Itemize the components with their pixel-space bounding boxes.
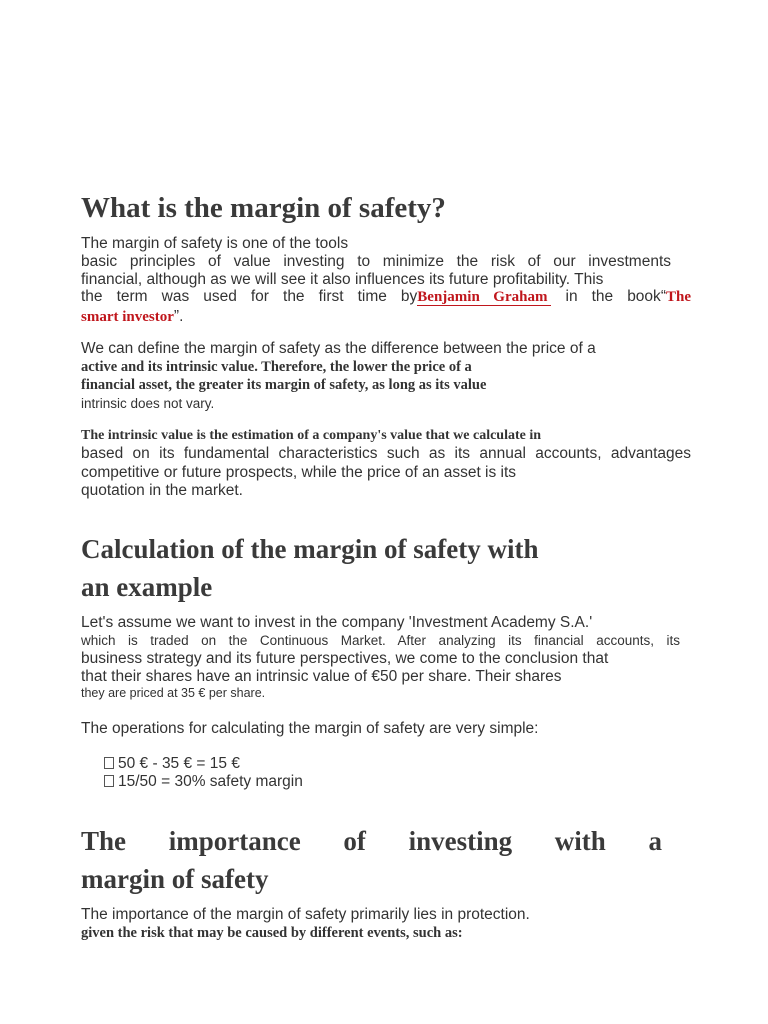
text-span: ”. <box>173 308 184 325</box>
paragraph-line: quotation in the market. <box>81 482 243 499</box>
list-item-text: 50 € - 35 € = 15 € <box>118 755 240 772</box>
paragraph-line: based on its fundamental characteristics such as its annual accounts, advantages <box>81 445 691 462</box>
text-span: “The <box>660 288 691 305</box>
heading-what-is-margin-of-safety: What is the margin of safety? <box>81 192 446 224</box>
paragraph-line-with-link <box>81 288 691 306</box>
paragraph-line <box>81 308 183 326</box>
list-item <box>104 773 303 791</box>
paragraph-line: which is traded on the Continuous Market. After analyzing its financial accounts, its <box>81 633 680 648</box>
paragraph-line: basic principles of value investing to minimize the risk of our investments <box>81 253 671 270</box>
paragraph-line: business strategy and its future perspectives, we come to the conclusion that <box>81 650 609 667</box>
paragraph-line: intrinsic does not vary. <box>81 396 215 411</box>
heading-calculation-example-cont: an example <box>81 572 213 602</box>
text-span: the term was used for the first time by <box>81 288 418 305</box>
paragraph-line: The intrinsic value is the estimation of a company's value that we calculate in <box>81 428 542 443</box>
paragraph-line: financial, although as we will see it also influences its future profitability. This <box>81 271 604 288</box>
paragraph-line: The margin of safety is one of the tools <box>81 235 349 252</box>
paragraph-line: financial asset, the greater its margin of safety, as long as its value <box>81 377 487 393</box>
paragraph-line: given the risk that may be caused by different events, such as: <box>81 925 463 941</box>
benjamin-graham-link[interactable]: Benjamin Graham <box>417 289 551 306</box>
paragraph-line: that their shares have an intrinsic value of €50 per share. Their shares <box>81 668 562 685</box>
list-item-text: 15/50 = 30% safety margin <box>118 773 303 790</box>
text-span: in the book <box>565 288 661 305</box>
heading-importance-of-investing: The importance of investing with a <box>81 826 662 856</box>
heading-calculation-example: Calculation of the margin of safety with <box>81 534 539 564</box>
book-title: smart investor <box>81 309 174 325</box>
paragraph-line: We can define the margin of safety as the difference between the price of a <box>81 340 596 357</box>
list-item <box>104 755 240 773</box>
paragraph-line: The operations for calculating the margin of safety are very simple: <box>81 720 539 737</box>
book-title: The <box>665 289 691 305</box>
paragraph-line: they are priced at 35 € per share. <box>81 686 266 700</box>
paragraph-line: active and its intrinsic value. Therefore, the lower the price of a <box>81 359 472 375</box>
paragraph-line: Let's assume we want to invest in the company 'Investment Academy S.A.' <box>81 614 593 631</box>
heading-importance-of-investing-cont: margin of safety <box>81 864 269 894</box>
bullet-box-icon <box>104 757 114 769</box>
paragraph-line: competitive or future prospects, while the price of an asset is its <box>81 464 517 481</box>
bullet-box-icon <box>104 775 114 787</box>
paragraph-line: The importance of the margin of safety primarily lies in protection. <box>81 906 530 923</box>
